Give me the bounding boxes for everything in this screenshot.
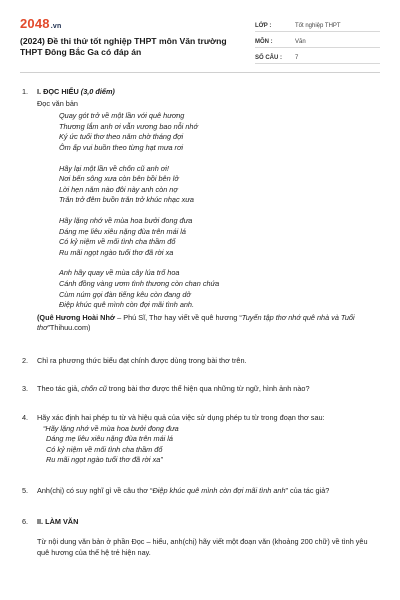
quote-line: Ru mãi ngọt ngào tuổi thơ đã rời xa” bbox=[46, 455, 163, 465]
source-author: – Phú Sĩ, Thơ hay viết về quê hương “ bbox=[115, 312, 242, 322]
poem-line: Nơi bến sông xưa còn bên bồi bên lở bbox=[59, 174, 179, 184]
poem-line: Ru mãi ngọt ngào tuổi thơ đã rời xa bbox=[59, 247, 174, 257]
meta-key: SỐ CÂU : bbox=[255, 55, 282, 61]
poem-line: Cánh đồng vàng ươm tình thương còn chan chứa bbox=[59, 278, 220, 288]
source-title: (Quê Hương Hoài Nhớ bbox=[37, 312, 116, 322]
poem-line: Điệp khúc quê mình còn đợi mãi tình anh. bbox=[59, 300, 195, 310]
question-number: 3. bbox=[22, 384, 29, 394]
poem-line: Có kỷ niệm về mối tình cha thầm đổ bbox=[59, 237, 176, 247]
poem-line: Ký ức tuổi thơ theo năm chờ tháng đợi bbox=[59, 132, 184, 142]
question-text-part: ” của tác giả? bbox=[285, 486, 330, 496]
poem-line: Trăn trở đêm buồn trăn trở khúc nhạc xưa bbox=[59, 195, 194, 205]
poem-line: Quay gót trở về một lần với quê hương bbox=[59, 111, 185, 121]
poem-line: Anh hãy quay về mùa cây lúa trổ hoa bbox=[59, 268, 180, 278]
meta-value: Tốt nghiệp THPT bbox=[295, 23, 341, 29]
question-text-part: trong bài thơ được thể hiện qua những từ ngữ, hình ảnh nào? bbox=[106, 384, 310, 394]
question-text-part: Anh(chị) có suy nghĩ gì về câu thơ “ bbox=[37, 486, 153, 496]
question-text: Từ nội dung văn bản ở phần Đọc – hiểu, anh(chị) hãy viết một đoạn văn (khoảng 200 chữ) về tình yêu quê hương của thế hệ trẻ hiện nay. bbox=[37, 537, 368, 557]
poem-line: Thương lắm anh ơi vẫn vương bao nỗi nhớ bbox=[59, 121, 198, 131]
page-header bbox=[20, 0, 380, 64]
quoted-verse bbox=[43, 424, 380, 466]
exam-title: (2024) Đề thi thử tốt nghiệp THPT môn Văn trường THPT Đông Bắc Ga có đáp án bbox=[20, 36, 227, 57]
header-divider bbox=[20, 72, 380, 73]
exam-meta bbox=[255, 16, 380, 64]
question-number: 6. bbox=[22, 516, 29, 526]
poem-source bbox=[37, 313, 380, 334]
poem-line: Hãy lại một lần về chốn cũ anh ơi! bbox=[59, 163, 169, 173]
poem-line: Cùm núm gọi đàn tiếng kêu còn đang dở bbox=[59, 289, 191, 299]
meta-value: 7 bbox=[295, 55, 299, 61]
meta-value: Văn bbox=[295, 39, 306, 45]
question-text bbox=[37, 384, 380, 395]
question-body bbox=[37, 517, 380, 559]
question-4 bbox=[22, 413, 380, 466]
question-5 bbox=[22, 486, 380, 497]
question-text-emphasis: chốn cũ bbox=[81, 384, 107, 394]
poem-line: Dáng mẹ liêu xiêu nặng đùa trên mái lá bbox=[59, 226, 186, 236]
poem bbox=[59, 111, 380, 311]
question-2 bbox=[22, 356, 380, 367]
poem-line: Lời hẹn năm nào đôi này anh còn nợ bbox=[59, 184, 178, 194]
meta-row-class bbox=[255, 16, 380, 32]
meta-key: LỚP : bbox=[255, 23, 272, 29]
question-text: Hãy xác định hai phép tu từ và hiệu quả của việc sử dụng phép tu từ trong đoạn thơ sau: bbox=[37, 413, 325, 423]
section-title-reading bbox=[37, 87, 380, 98]
quote-line: Dáng mẹ liêu xiêu nặng đùa trên mái lá bbox=[46, 434, 173, 444]
quote-line: “Hãy lặng nhớ về mùa hoa bưởi đong đưa bbox=[43, 423, 179, 433]
meta-row-subject bbox=[255, 32, 380, 48]
source-collection: Tuyển tập thơ nhớ quê nhà và Tuổi thơ bbox=[37, 312, 355, 333]
question-body bbox=[37, 413, 380, 466]
poem-stanza bbox=[59, 164, 380, 206]
header-left bbox=[20, 16, 240, 64]
poem-stanza bbox=[59, 111, 380, 153]
poem-line: Hãy lặng nhớ về mùa hoa bưởi đong đưa bbox=[59, 215, 193, 225]
poem-stanza bbox=[59, 268, 380, 310]
question-text: Chỉ ra phương thức biểu đạt chính được dùng trong bài thơ trên. bbox=[37, 355, 247, 365]
question-body bbox=[37, 87, 380, 334]
question-3 bbox=[22, 384, 380, 395]
question-1 bbox=[22, 87, 380, 334]
section-title-text: I. ĐỌC HIỂU bbox=[37, 87, 81, 96]
poem-stanza bbox=[59, 216, 380, 258]
question-number: 5. bbox=[22, 486, 29, 496]
question-6 bbox=[22, 517, 380, 559]
question-number: 4. bbox=[22, 413, 29, 423]
question-text-emphasis: Điệp khúc quê mình còn đợi mãi tình anh bbox=[152, 486, 286, 496]
logo-suffix: .vn bbox=[50, 23, 62, 30]
question-number: 2. bbox=[22, 355, 29, 365]
logo-number: 2048 bbox=[20, 16, 50, 31]
meta-key: MÔN : bbox=[255, 39, 273, 45]
exam-content bbox=[20, 87, 380, 558]
poem-line: Ôm ấp vui buồn theo từng hạt mưa rơi bbox=[59, 142, 183, 152]
meta-row-count bbox=[255, 48, 380, 64]
site-logo[interactable] bbox=[20, 16, 240, 31]
reading-label: Đọc văn bản bbox=[37, 98, 78, 108]
source-site: ”Thihuu.com) bbox=[47, 323, 91, 333]
section-title-writing: II. LÀM VĂN bbox=[37, 516, 79, 526]
question-number: 1. bbox=[22, 87, 29, 96]
quote-line: Có kỷ niệm về mối tình cha thầm đổ bbox=[46, 444, 163, 454]
question-text bbox=[37, 486, 380, 497]
section-score: (3,0 điểm) bbox=[80, 87, 115, 96]
question-text-part: Theo tác giả, bbox=[37, 384, 82, 394]
